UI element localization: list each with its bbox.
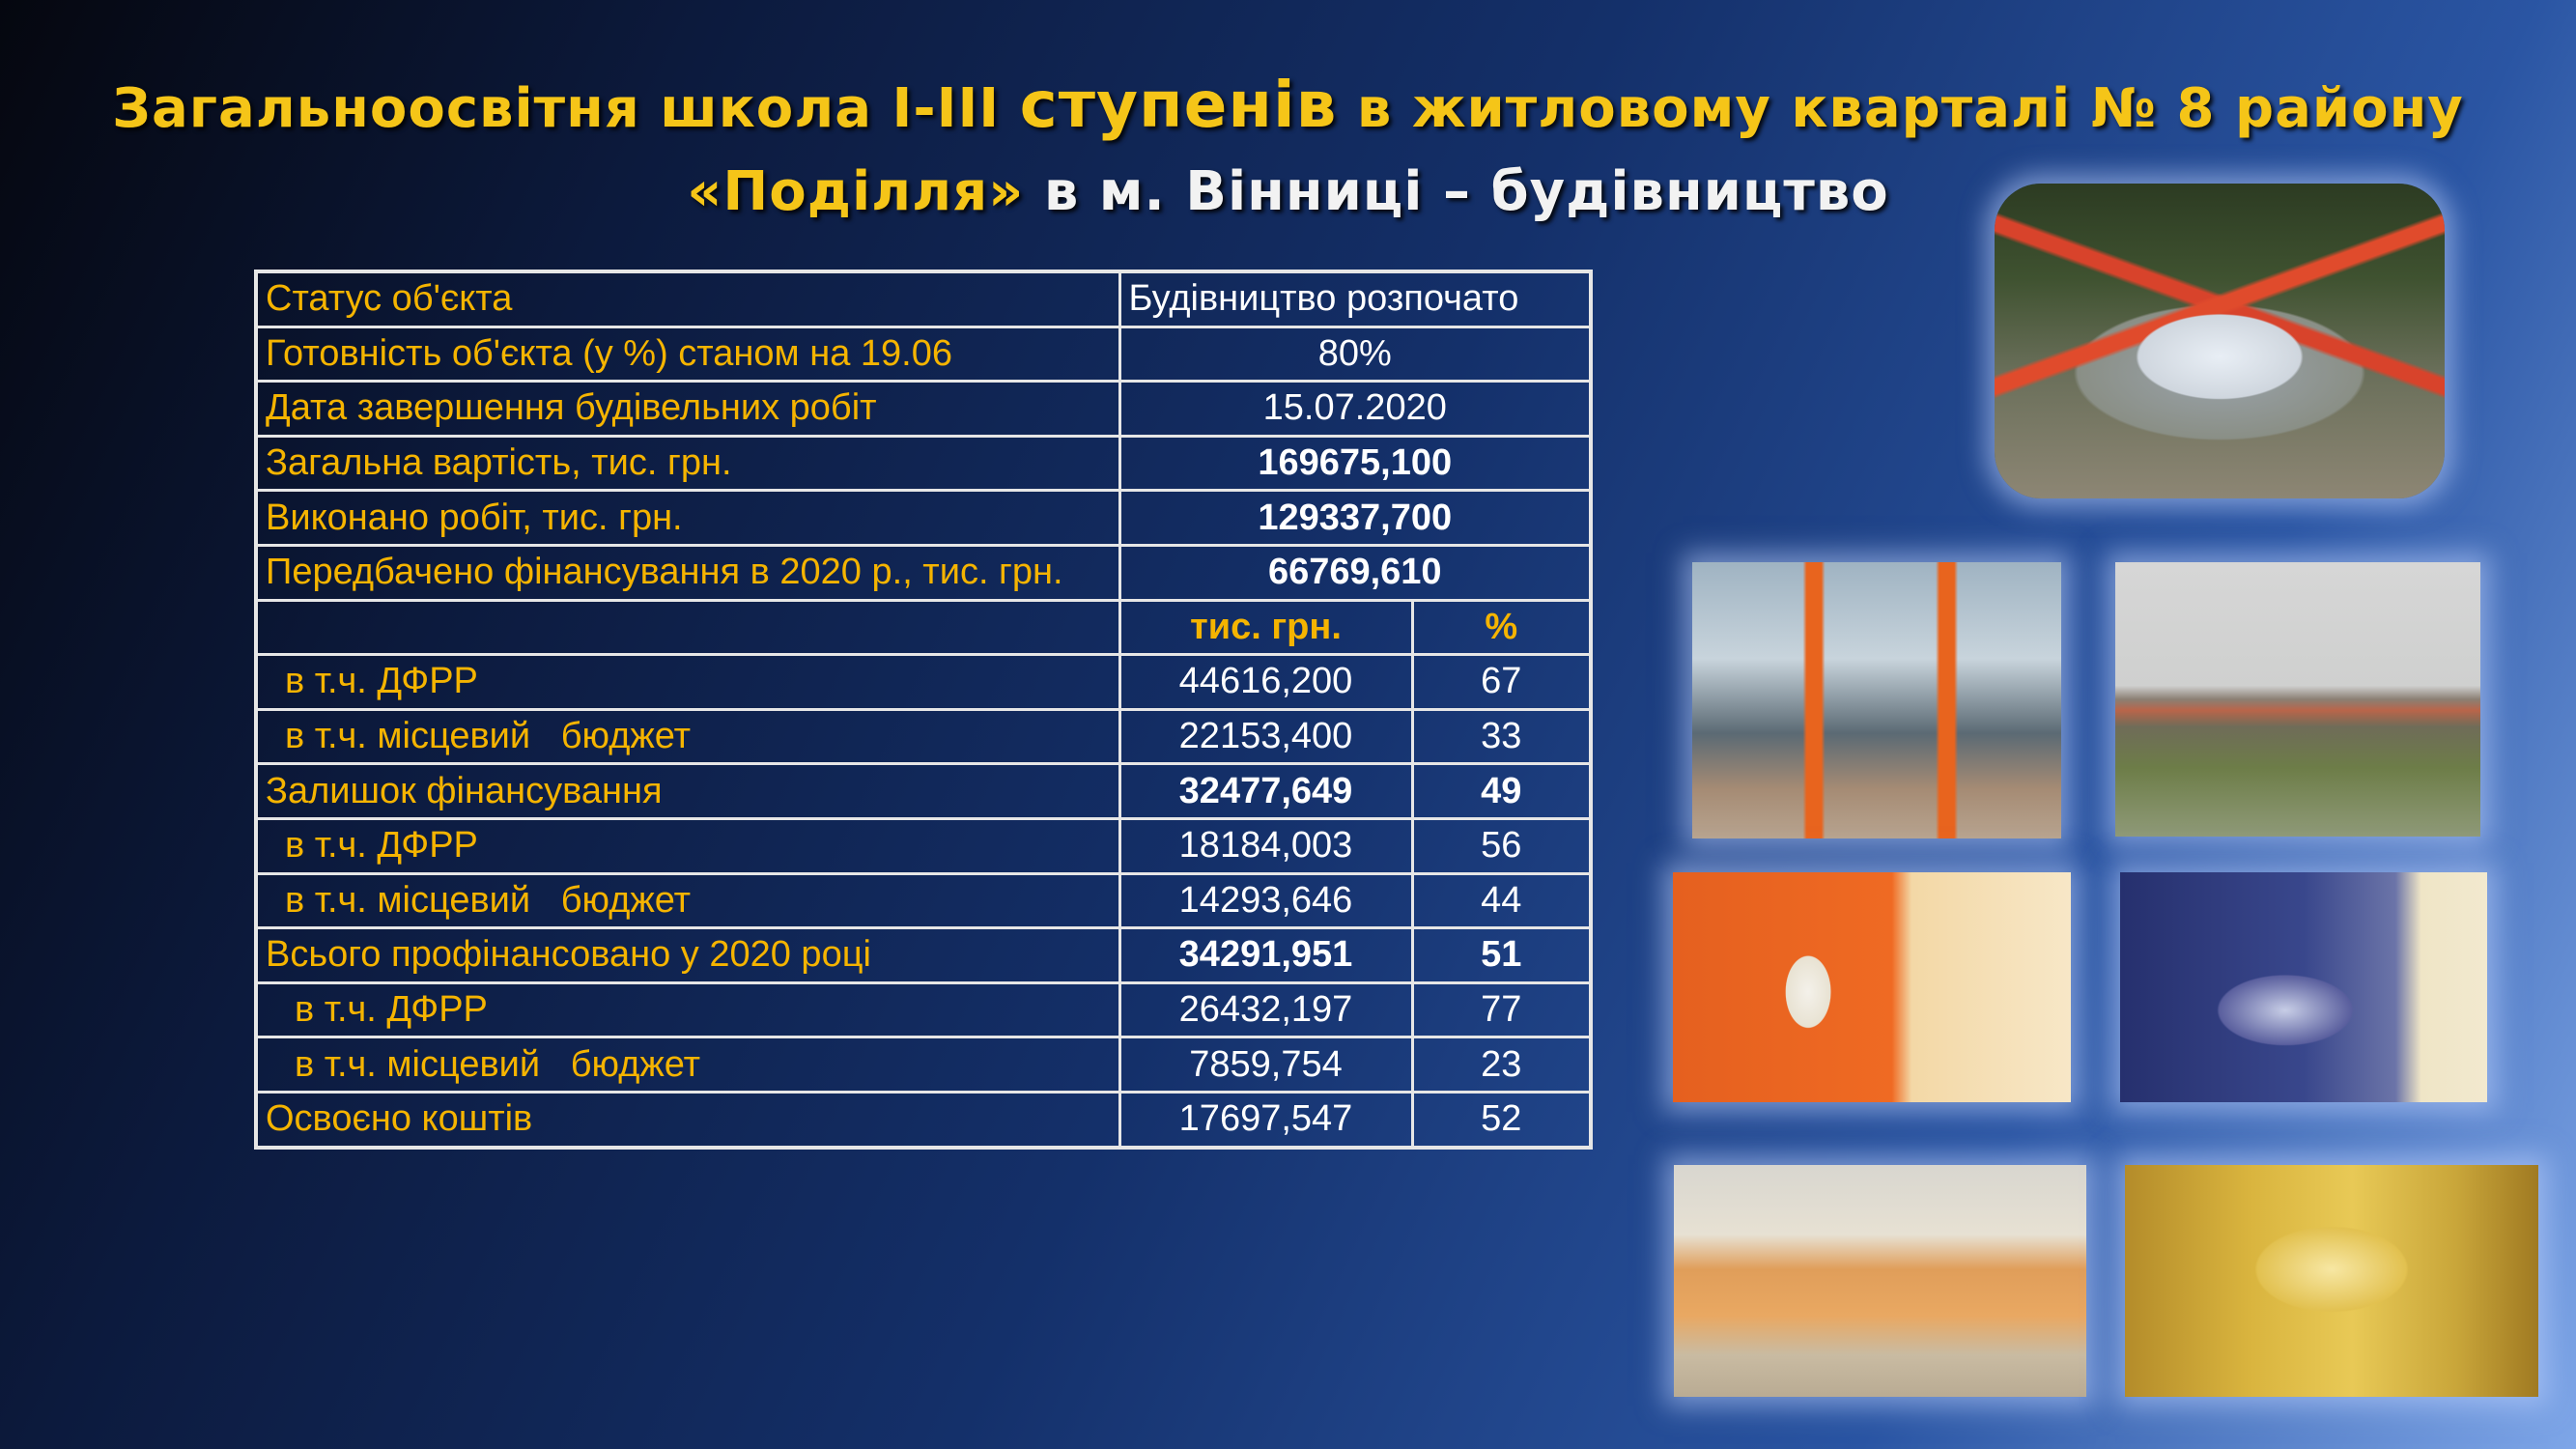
row-percent: 67 (1412, 655, 1591, 710)
title-text: Загальноосвітня школа І-ІІІ (112, 77, 1020, 140)
row-label: Всього профінансовано у 2020 році (256, 928, 1119, 983)
entrance-glass-facade-photo (1692, 562, 2061, 838)
table-row (256, 382, 1591, 437)
row-amount: 14293,646 (1119, 873, 1412, 928)
row-label: в т.ч. місцевий бюджет (256, 709, 1119, 764)
row-percent: 77 (1412, 982, 1591, 1037)
table-row (256, 764, 1591, 819)
row-percent: 23 (1412, 1037, 1591, 1093)
row-label: в т.ч. місцевий бюджет (256, 1037, 1119, 1093)
column-header-amount: тис. грн. (1119, 600, 1412, 655)
table-row (256, 982, 1591, 1037)
title-text-large: ступенів (1019, 68, 1338, 142)
project-data-table (254, 270, 1593, 1150)
row-percent: 44 (1412, 873, 1591, 928)
empty-cell (256, 600, 1119, 655)
table-header-row (256, 600, 1591, 655)
row-label: Готовність об'єкта (у %) станом на 19.06 (256, 327, 1119, 382)
title-district: «Поділля» (687, 160, 1025, 223)
orange-mural-classroom-photo (1673, 872, 2071, 1102)
title-line-1 (0, 64, 2576, 151)
table-row (256, 1037, 1591, 1093)
row-percent: 56 (1412, 818, 1591, 873)
row-amount: 22153,400 (1119, 709, 1412, 764)
row-amount: 17697,547 (1119, 1092, 1412, 1147)
table-row (256, 436, 1591, 491)
table-row (256, 327, 1591, 382)
blue-mural-classroom-photo (2120, 872, 2487, 1102)
table-row (256, 873, 1591, 928)
row-value: 66769,610 (1119, 545, 1591, 600)
table-row (256, 655, 1591, 710)
row-percent: 33 (1412, 709, 1591, 764)
gym-hall-photo (1674, 1165, 2086, 1397)
table-row (256, 709, 1591, 764)
row-label: Статус об'єкта (256, 271, 1119, 327)
row-label: в т.ч. ДФРР (256, 655, 1119, 710)
row-percent: 49 (1412, 764, 1591, 819)
row-value: Будівництво розпочато (1119, 271, 1591, 327)
title-text: в житловому кварталі № 8 району (1337, 77, 2464, 140)
row-percent: 51 (1412, 928, 1591, 983)
row-label: Залишок фінансування (256, 764, 1119, 819)
row-label: в т.ч. місцевий бюджет (256, 873, 1119, 928)
row-label: Передбачено фінансування в 2020 р., тис. грн. (256, 545, 1119, 600)
row-amount: 44616,200 (1119, 655, 1412, 710)
row-label: Освоєно коштів (256, 1092, 1119, 1147)
yellow-corridor-photo (2125, 1165, 2538, 1397)
row-value: 169675,100 (1119, 436, 1591, 491)
row-label: в т.ч. ДФРР (256, 982, 1119, 1037)
table-row (256, 545, 1591, 600)
row-value: 129337,700 (1119, 491, 1591, 546)
row-amount: 26432,197 (1119, 982, 1412, 1037)
row-label: Виконано робіт, тис. грн. (256, 491, 1119, 546)
table-row (256, 818, 1591, 873)
school-yard-photo (2115, 562, 2480, 837)
row-value: 15.07.2020 (1119, 382, 1591, 437)
row-label: Дата завершення будівельних робіт (256, 382, 1119, 437)
row-amount: 32477,649 (1119, 764, 1412, 819)
row-percent: 52 (1412, 1092, 1591, 1147)
row-label: Загальна вартість, тис. грн. (256, 436, 1119, 491)
row-value: 80% (1119, 327, 1591, 382)
table-row (256, 1092, 1591, 1147)
table-row (256, 928, 1591, 983)
row-label: в т.ч. ДФРР (256, 818, 1119, 873)
row-amount: 7859,754 (1119, 1037, 1412, 1093)
table-row (256, 491, 1591, 546)
title-city: в м. Вінниці – будівництво (1024, 160, 1889, 223)
row-amount: 34291,951 (1119, 928, 1412, 983)
column-header-percent: % (1412, 600, 1591, 655)
table-row (256, 271, 1591, 327)
row-amount: 18184,003 (1119, 818, 1412, 873)
aerial-photo-school (1995, 184, 2445, 498)
